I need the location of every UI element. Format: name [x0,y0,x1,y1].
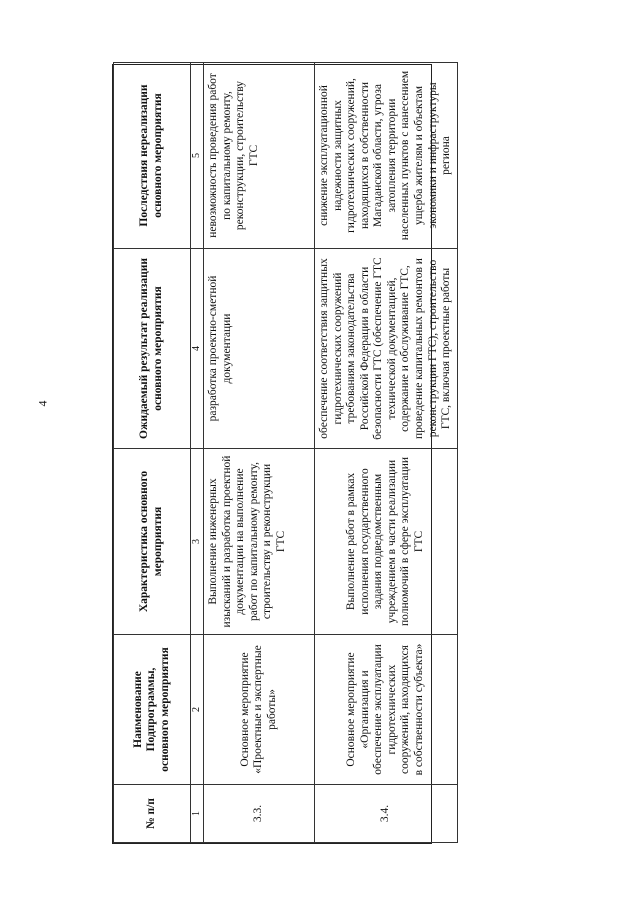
measure-name: Основное мероприятие «Проектные и экспертные работы» [204,635,315,785]
header-result: Ожидаемый результат реализации основного мероприятия [114,249,191,449]
header-characteristic: Характеристика основного мероприятия [114,449,191,635]
header-name: Наименование Подпрограммы, основного мероприятия [114,635,191,785]
measure-result: разработка проектно-сметной документации [204,249,315,449]
measure-consequence: невозможность проведения работ по капитальному ремонту, реконструкции, строительству ГТС [204,63,315,249]
rotated-table-wrapper [112,64,453,844]
measure-consequence: снижение эксплуатационной надежности защитных гидротехнических сооружений, находящихся в собственности Магаданской области, угроза затопления территории населенных пунктов с нанесением ущерба жителям и объектам экономики и инфраструктуры региона [315,63,458,249]
column-number: 2 [191,635,204,785]
table-header-row [114,63,191,843]
column-number-row [191,63,204,843]
column-number: 1 [191,785,204,843]
measure-result: обеспечение соответствия защитных гидротехнических сооружений требованиям законодательства Российской Федерации в области безопасности ГТС (обеспечение ГТС технической документацией, содержание и обслуживание ГТС, проведение капитальных ремонтов и реконструкции ГТС), строительство ГТС, включая проектные работы [315,249,458,449]
column-number: 4 [191,249,204,449]
measure-characteristic: Выполнение инженерных изысканий и разработка проектной документации на выполнение работ по капитальному ремонту, строительству и реконструкции ГТС [204,449,315,635]
row-number: 3.3. [204,785,315,843]
column-number: 3 [191,449,204,635]
measures-table [112,64,453,844]
measure-name: Основное мероприятие «Организация и обеспечение эксплуатации гидротехнических сооружений, находящихся в собственности субъекта» [315,635,458,785]
header-consequence: Последствия нереализации основного мероприятия [114,63,191,249]
table-row [204,63,315,843]
measure-characteristic: Выполнение работ в рамках исполнения государственного задания подведомственным учреждением в части реализации полномочий в сфере эксплуатации ГТС [315,449,458,635]
header-num: № п/п [114,785,191,843]
column-number: 5 [191,63,204,249]
page-number: 4 [35,400,50,407]
row-number: 3.4. [315,785,458,843]
table-row [315,63,458,843]
